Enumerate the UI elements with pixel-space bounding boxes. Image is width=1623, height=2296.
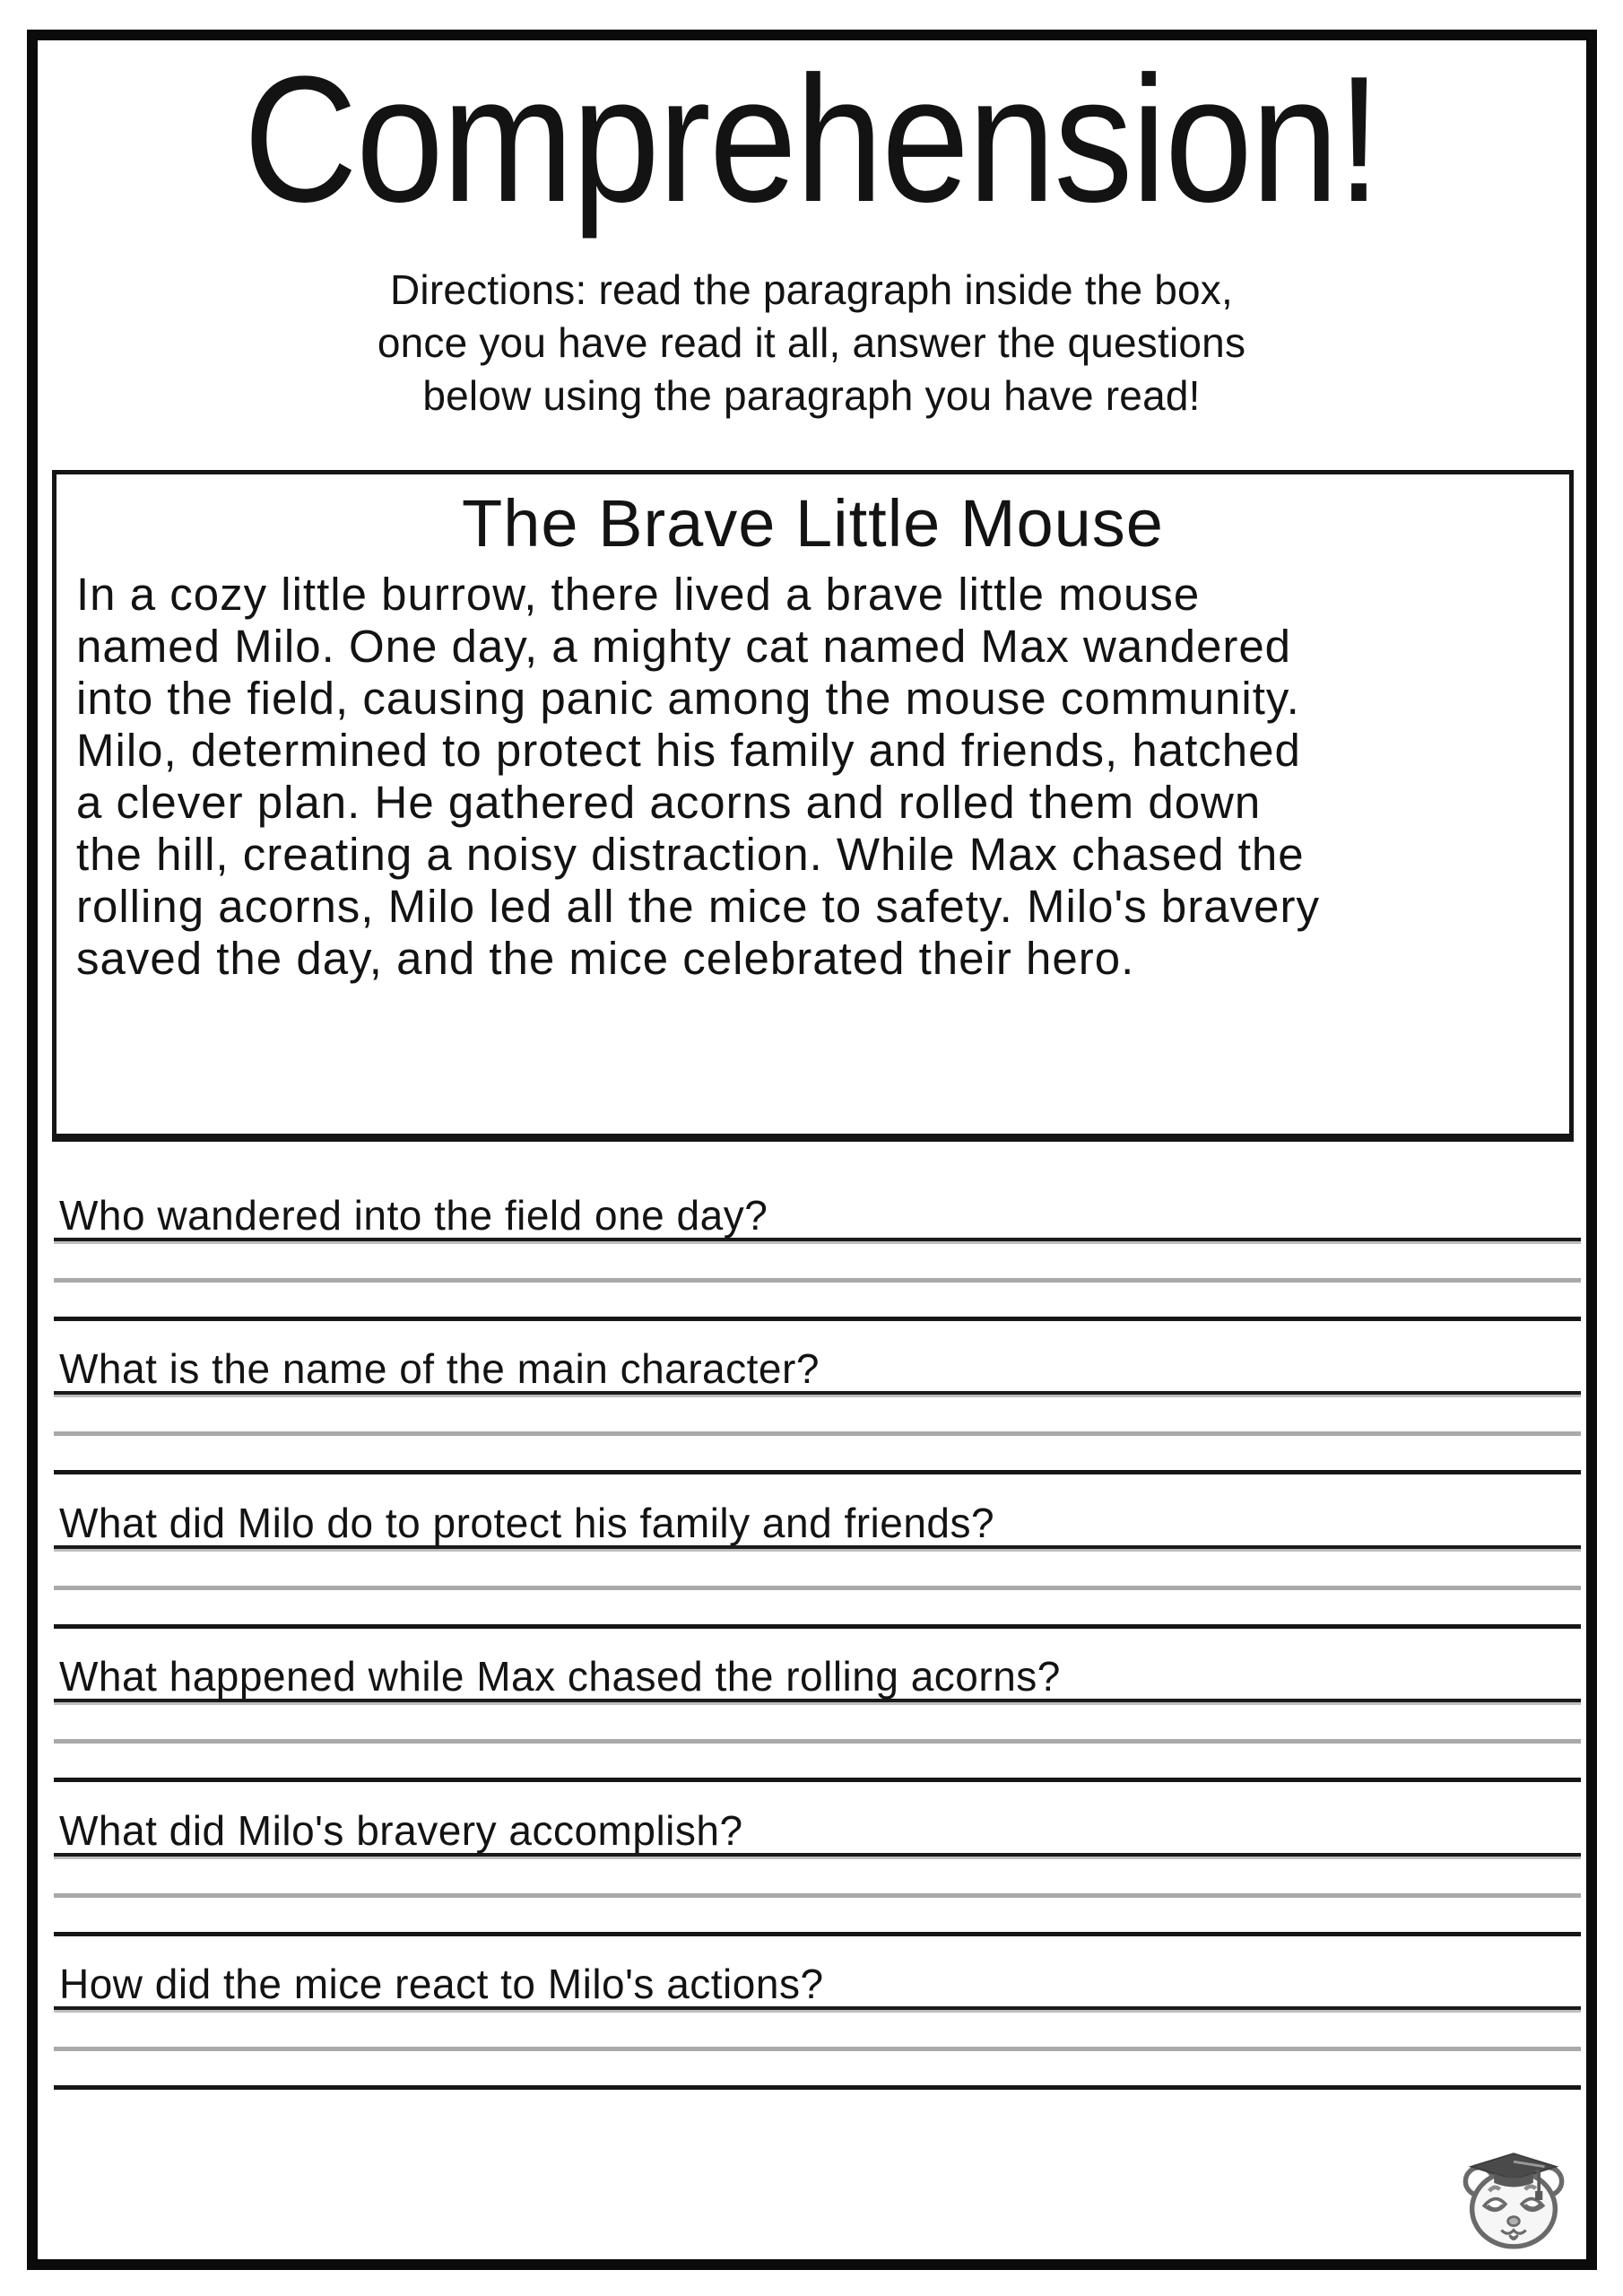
answer-line-black bbox=[54, 1317, 1581, 1321]
question-block bbox=[54, 1803, 1581, 1936]
question-line bbox=[54, 1648, 1581, 1702]
passage-line: saved the day, and the mice celebrated their hero. bbox=[76, 933, 1135, 984]
question-text: What did Milo do to protect his family and friends? bbox=[59, 1500, 995, 1546]
panda-graduate-icon bbox=[1460, 2149, 1567, 2251]
answer-line-gray bbox=[54, 1431, 1581, 1436]
question-text: What is the name of the main character? bbox=[59, 1345, 820, 1392]
passage-box bbox=[52, 470, 1574, 1142]
directions-line: once you have read it all, answer the questions bbox=[377, 319, 1246, 366]
question-block bbox=[54, 1187, 1581, 1321]
directions-line: below using the paragraph you have read! bbox=[422, 372, 1201, 419]
question-line bbox=[54, 1187, 1581, 1241]
passage-title: The Brave Little Mouse bbox=[462, 486, 1164, 561]
question-line bbox=[54, 1803, 1581, 1857]
question-block bbox=[54, 1648, 1581, 1782]
passage-line: a clever plan. He gathered acorns and rolled them down bbox=[76, 777, 1262, 828]
answer-line-black bbox=[54, 1470, 1581, 1474]
question-line bbox=[54, 1495, 1581, 1549]
question-block bbox=[54, 1341, 1581, 1474]
question-block bbox=[54, 1495, 1581, 1629]
answer-line-black bbox=[54, 2085, 1581, 2090]
directions-line: Directions: read the paragraph inside the box, bbox=[390, 266, 1233, 313]
question-text: How did the mice react to Milo's actions? bbox=[59, 1961, 824, 2007]
answer-line-gray bbox=[54, 1278, 1581, 1283]
question-line bbox=[54, 1956, 1581, 2010]
question-text: What happened while Max chased the rolling acorns? bbox=[59, 1653, 1061, 1700]
question-text: What did Milo's bravery accomplish? bbox=[59, 1807, 743, 1854]
passage-line: the hill, creating a noisy distraction. While Max chased the bbox=[76, 829, 1305, 880]
worksheet-title: Comprehension! bbox=[243, 39, 1380, 239]
question-text: Who wandered into the field one day? bbox=[59, 1192, 768, 1239]
answer-line-gray bbox=[54, 1893, 1581, 1898]
question-line bbox=[54, 1341, 1581, 1395]
passage-line: into the field, causing panic among the mouse community. bbox=[76, 673, 1300, 724]
answer-line-gray bbox=[54, 1586, 1581, 1590]
passage-text bbox=[76, 569, 1551, 985]
passage-line: In a cozy little burrow, there lived a brave little mouse bbox=[76, 569, 1201, 620]
answer-line-black bbox=[54, 1778, 1581, 1782]
answer-line-gray bbox=[54, 1739, 1581, 1744]
directions-text bbox=[0, 264, 1623, 422]
passage-line: rolling acorns, Milo led all the mice to safety. Milo's bravery bbox=[76, 881, 1320, 932]
answer-line-gray bbox=[54, 2047, 1581, 2051]
passage-line: Milo, determined to protect his family and friends, hatched bbox=[76, 725, 1301, 776]
answer-line-black bbox=[54, 1932, 1581, 1936]
question-block bbox=[54, 1956, 1581, 2090]
passage-line: named Milo. One day, a mighty cat named Max wandered bbox=[76, 621, 1292, 672]
answer-line-black bbox=[54, 1624, 1581, 1629]
